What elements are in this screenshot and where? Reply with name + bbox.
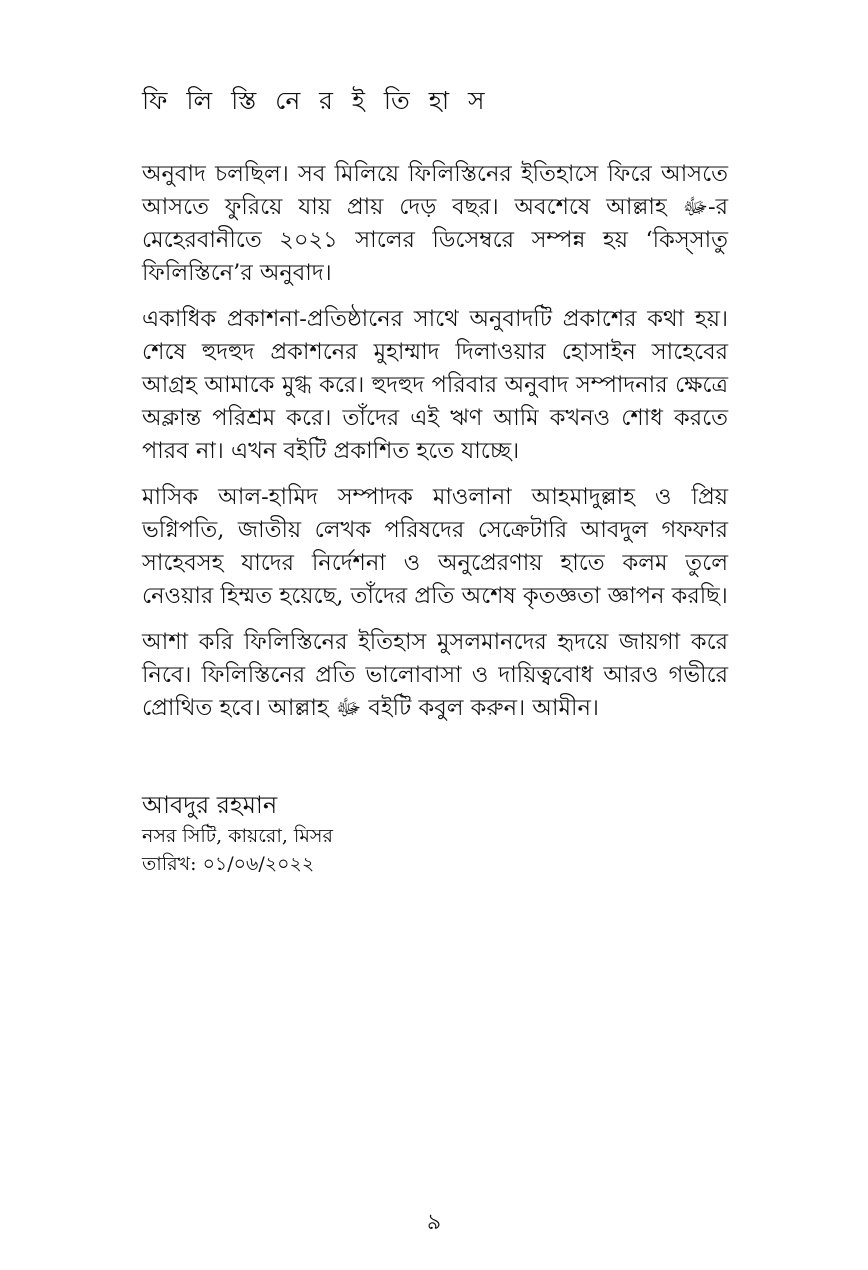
paragraph-closing-prayer: আশা করি ফিলিস্তিনের ইতিহাস মুসলমানদের হৃদয়ে জায়গা করে নিবে। ফিলিস্তিনের প্রতি ভালোবাসা ও দায়িত্ববোধ আরও গভীরে প্রোথিত হবে। আল্লাহ ﷻ বইটি কবুল করুন। আমীন। [142,629,728,721]
page-number: ৯ [426,1210,442,1235]
author-name: আবদুর রহমান [142,791,278,819]
running-header: ফি লি স্তি নে র ই তি হা স [142,86,489,115]
paragraph-acknowledgements: মাসিক আল-হামিদ সম্পাদক মাওলানা আহমাদুল্লাহ ও প্রিয় ভগ্নিপতি, জাতীয় লেখক পরিষদের সেক্রেটারি আবদুল গফফার সাহেবসহ যাদের নির্দেশনা ও অনুপ্রেরণায় হাতে কলম তুলে নেওয়ার হিম্মত হয়েছে, তাঁদের প্রতি অশেষ কৃতজ্ঞতা জ্ঞাপন করছি। [142,484,728,609]
body-text [142,158,728,738]
author-location: নসর সিটি, কায়রো, মিসর [142,825,333,847]
paragraph-publisher-thanks: একাধিক প্রকাশনা-প্রতিষ্ঠানের সাথে অনুবাদটি প্রকাশের কথা হয়। শেষে হুদহুদ প্রকাশনের মুহাম্মাদ দিলাওয়ার হোসাইন সাহেবের আগ্রহ আমাকে মুগ্ধ করে। হুদহুদ পরিবার অনুবাদ সম্পাদনার ক্ষেত্রে অক্লান্ত পরিশ্রম করে। তাঁদের এই ঋণ আমি কখনও শোধ করতে পারব না। এখন বইটি প্রকাশিত হতে যাচ্ছে। [142,306,728,464]
signature-date: তারিখ: ০১/০৬/২০২২ [142,853,315,875]
signature-block [142,788,642,878]
paragraph-translation-progress: অনুবাদ চলছিল। সব মিলিয়ে ফিলিস্তিনের ইতিহাসে ফিরে আসতে আসতে ফুরিয়ে যায় প্রায় দেড় বছর। অবশেষে আল্লাহ ﷻ-র মেহেরবানীতে ২০২১ সালের ডিসেম্বরে সম্পন্ন হয় ‘কিস্সাতু ফিলিস্তিনে’র অনুবাদ। [142,161,728,286]
